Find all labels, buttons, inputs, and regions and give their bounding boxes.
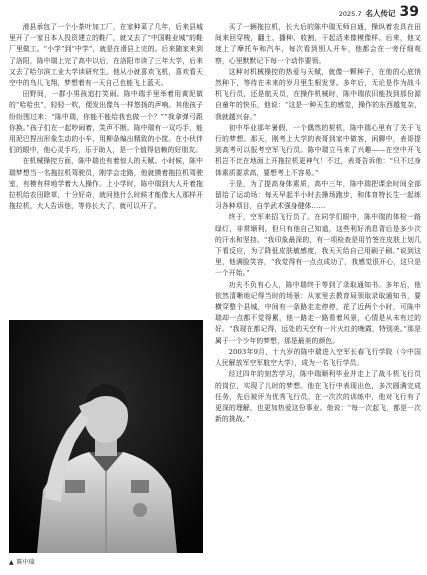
paragraph: 2003年9月，十九岁的陈中瑞进入空军长春飞行学院（今中国人民解放军空军航空大学），成为一名飞行学员。 <box>215 347 421 368</box>
caption-marker-icon: ▲ <box>9 559 14 566</box>
page-number: 39 <box>399 4 419 20</box>
paragraph: 这种对机械操控的热爱与天赋，就像一颗种子，在他的心底悄然种下，等待在未来的岁月里生根发芽。多年后，无论是作为战斗机飞行员，还是航天员，在操作机械时，陈中瑞依旧能找到那份源自童年的快乐，他说：“这是一种天生的感觉，操作的东西越复杂，我就越兴奋。” <box>215 67 421 121</box>
page-header <box>339 4 419 24</box>
paragraph: 田野间，一群小男孩追打笑闹。陈中瑞手里举着用黄泥做的“哈哈虫”，轻轻一吹，便发出像鸟一样悠扬的声响。其他孩子纷纷围过来：“陈中瑞，你能不能给我也做一个？”“我拿弹弓跟你换。”孩子们在一起吵闹着，笑声不断。陈中瑞有一双巧手，能用泥巴捏出形象生动的小车、用柳条编出精致的小筐。在小伙伴们的眼中，他心灵手巧，乐于助人，是一个值得信赖的好朋友。 <box>9 90 203 155</box>
issue-date: 2025.7 <box>338 10 362 18</box>
paragraph: 滑县承包了一个小茶叶加工厂，在家种菜了几年，后来县城里开了一家日本人投资建立的鞋厂，就又去了“中国鞋业城”的鞋厂里做工。“小学”到“中学”，就是在滑县上完的。后来随家来到了洛阳，陈中瑞上完了高中以后，在洛阳市读了三年大学，后来又去了哈尔滨工业大学读研究生。他从小就喜欢飞机，喜欢看天空中的鸟儿飞翔，梦想着有一天自己也能飞上蓝天。 <box>9 23 203 88</box>
paragraph: 买了一辆拖拉机，长大后的陈中瑞无师自通，操纵着农具在田间来回穿梭，翻土、播种、收割，干起活来像模像样。后来，他又迷上了摩托车和汽车，每次看到别人开车，他都会在一旁仔细观察，心里默默记下每一个动作要领。 <box>215 23 421 65</box>
paragraph: 功夫不负有心人，陈中瑞终于等到了录取通知书。多年后，他依然清晰地记得当时的场景：从家里去教育局领取录取通知书，要横穿整个县城，中间有一条路走走停停，花了近两个小时，可陈中瑞却一点都不觉得累，他一路走一路看着风景，心情是从未有过的好。“我现在都记得，远处的天空有一片火红的晚霞，特别美。”那是属于一个少年的梦想，那是最美的颜色。 <box>215 280 421 345</box>
portrait-photo <box>9 320 203 553</box>
paragraph: 初中毕业那年暑假，一个偶然的契机，陈中瑞心里有了关于飞行的梦想。那天，刚考上大学的表哥到家中做客，闲聊中，表哥提到高考可以报考空军飞行员。陈中瑞立马来了兴趣——在空中开飞机岂不比在地面上开拖拉机更神气！不过，表哥告诉他：“只不过身体素质要求高，要想考上不容易。” <box>215 123 421 177</box>
saluting-astronaut-image <box>9 320 203 553</box>
paragraph: 终于，空军来招飞行员了。在同学们眼中，陈中瑞的体检一路绿灯，非常顺利。但只有他自己知道，这些利好消息背后是多少次的汗水和坚持。“我印象最深的，有一项检查是用竹签在皮肤上划几下看反应，为了降低皮肤敏感度，我天天给自己用刷子刷。”说到这里，他满脸笑容，“我觉得有一点点成功了，我感觉很开心，这只是一个开始。” <box>215 213 421 278</box>
photo-caption <box>9 557 35 566</box>
right-text-column <box>215 22 421 425</box>
column-name: 名人传记 <box>365 9 396 18</box>
caption-text: 陈中瑞 <box>16 559 35 566</box>
paragraph: 于是，为了提高身体素质，高中三年，陈中瑞把课余时间全部留给了运动场：每天早起半小时去操场跑步，和体育特长生一起练习各种项目，自学武术强身健体…… <box>215 179 421 211</box>
left-text-column <box>9 22 203 212</box>
paragraph: 在机械操控方面，陈中瑞也有着惊人的天赋。小时候，陈中瑞梦想当一名拖拉机驾驶员，刚学会走路，他就摸着拖拉机驾驶室，有模有样地学着大人操作。上小学时，陈中瑞到大人开着拖拉机给农田除草，十分好奇，就问他什么时候才能像大人那样开拖拉机，大人告诉他，等你长大了，就可以开了。 <box>9 157 203 211</box>
paragraph: 经过四年的刻苦学习，陈中瑞顺利毕业并走上了战斗机飞行员的岗位，实现了儿时的梦想。他在飞行中表现出色，多次圆满完成任务，先后被评为优秀飞行员。在一次次的训练中，他对飞行有了更深的理解，也更加热爱这份事业。他说：“每一次起飞，都是一次新的挑战。” <box>215 370 421 424</box>
